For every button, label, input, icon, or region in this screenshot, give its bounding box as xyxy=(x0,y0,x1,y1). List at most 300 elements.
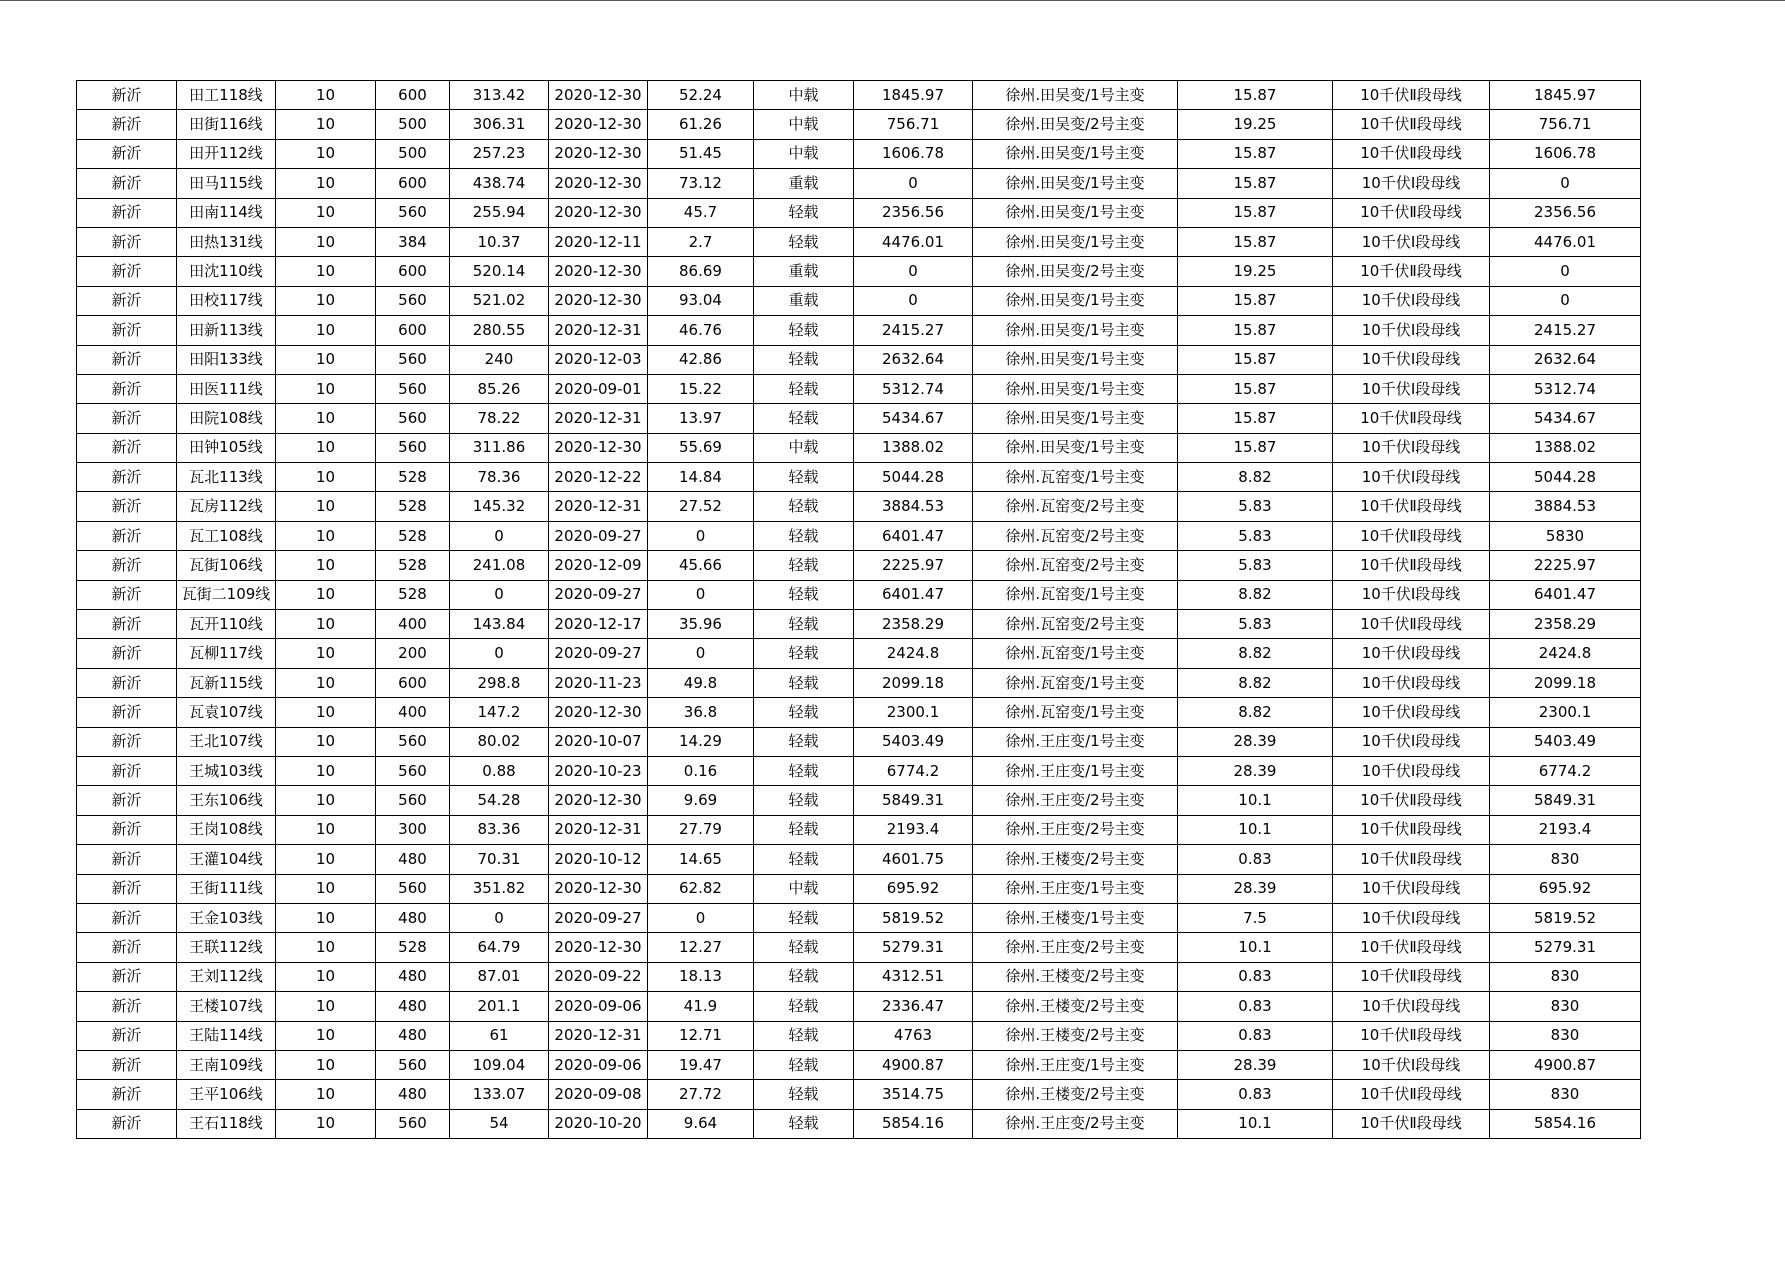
bus-available-cell: 6401.47 xyxy=(1490,580,1641,609)
line-name-cell: 瓦新115线 xyxy=(177,668,276,697)
bus-section-cell: 10千伏Ⅰ段母线 xyxy=(1333,668,1490,697)
bus-available-cell: 5434.67 xyxy=(1490,404,1641,433)
load-rate-cell: 93.04 xyxy=(648,286,754,315)
capacity-cell: 600 xyxy=(376,169,450,198)
transformer-rate-cell: 8.82 xyxy=(1178,668,1333,697)
available-capacity-cell: 6401.47 xyxy=(854,521,973,550)
load-cell: 61 xyxy=(450,1021,549,1050)
load-rate-cell: 0 xyxy=(648,639,754,668)
transformer-cell: 徐州.田吴变/1号主变 xyxy=(973,374,1178,403)
capacity-cell: 400 xyxy=(376,610,450,639)
line-name-cell: 田新113线 xyxy=(177,316,276,345)
load-cell: 306.31 xyxy=(450,110,549,139)
voltage-cell: 10 xyxy=(276,463,376,492)
table-row xyxy=(77,698,1641,727)
load-cell: 64.79 xyxy=(450,933,549,962)
available-capacity-cell: 6401.47 xyxy=(854,580,973,609)
transformer-cell: 徐州.田吴变/2号主变 xyxy=(973,257,1178,286)
load-cell: 438.74 xyxy=(450,169,549,198)
load-cell: 0 xyxy=(450,580,549,609)
bus-section-cell: 10千伏Ⅰ段母线 xyxy=(1333,1050,1490,1079)
bus-available-cell: 2356.56 xyxy=(1490,198,1641,227)
load-level-cell: 中载 xyxy=(754,139,854,168)
transformer-rate-cell: 28.39 xyxy=(1178,1050,1333,1079)
bus-section-cell: 10千伏Ⅰ段母线 xyxy=(1333,169,1490,198)
load-cell: 80.02 xyxy=(450,727,549,756)
region-cell: 新沂 xyxy=(77,404,177,433)
capacity-cell: 480 xyxy=(376,903,450,932)
voltage-cell: 10 xyxy=(276,1080,376,1109)
line-name-cell: 瓦北113线 xyxy=(177,463,276,492)
line-name-cell: 田热131线 xyxy=(177,227,276,256)
bus-section-cell: 10千伏Ⅰ段母线 xyxy=(1333,345,1490,374)
capacity-cell: 600 xyxy=(376,81,450,110)
available-capacity-cell: 4763 xyxy=(854,1021,973,1050)
transformer-cell: 徐州.王庄变/1号主变 xyxy=(973,874,1178,903)
region-cell: 新沂 xyxy=(77,845,177,874)
transformer-rate-cell: 15.87 xyxy=(1178,198,1333,227)
line-name-cell: 田街116线 xyxy=(177,110,276,139)
bus-available-cell: 1845.97 xyxy=(1490,81,1641,110)
bus-available-cell: 2225.97 xyxy=(1490,551,1641,580)
voltage-cell: 10 xyxy=(276,198,376,227)
transformer-cell: 徐州.田吴变/1号主变 xyxy=(973,433,1178,462)
bus-section-cell: 10千伏Ⅰ段母线 xyxy=(1333,580,1490,609)
transformer-rate-cell: 15.87 xyxy=(1178,374,1333,403)
load-cell: 255.94 xyxy=(450,198,549,227)
load-level-cell: 轻载 xyxy=(754,463,854,492)
bus-available-cell: 2632.64 xyxy=(1490,345,1641,374)
line-name-cell: 王平106线 xyxy=(177,1080,276,1109)
load-cell: 298.8 xyxy=(450,668,549,697)
capacity-cell: 500 xyxy=(376,110,450,139)
transformer-cell: 徐州.王庄变/2号主变 xyxy=(973,786,1178,815)
date-cell: 2020-12-30 xyxy=(549,110,648,139)
bus-section-cell: 10千伏Ⅱ段母线 xyxy=(1333,610,1490,639)
line-name-cell: 瓦街二109线 xyxy=(177,580,276,609)
load-cell: 351.82 xyxy=(450,874,549,903)
transformer-rate-cell: 5.83 xyxy=(1178,610,1333,639)
load-cell: 10.37 xyxy=(450,227,549,256)
capacity-cell: 500 xyxy=(376,139,450,168)
load-rate-cell: 86.69 xyxy=(648,257,754,286)
voltage-cell: 10 xyxy=(276,698,376,727)
voltage-cell: 10 xyxy=(276,668,376,697)
bus-section-cell: 10千伏Ⅱ段母线 xyxy=(1333,492,1490,521)
available-capacity-cell: 4476.01 xyxy=(854,227,973,256)
table-row xyxy=(77,81,1641,110)
load-level-cell: 轻载 xyxy=(754,521,854,550)
table-row xyxy=(77,668,1641,697)
bus-available-cell: 830 xyxy=(1490,845,1641,874)
transformer-rate-cell: 5.83 xyxy=(1178,492,1333,521)
bus-section-cell: 10千伏Ⅰ段母线 xyxy=(1333,316,1490,345)
transformer-cell: 徐州.田吴变/1号主变 xyxy=(973,169,1178,198)
date-cell: 2020-10-12 xyxy=(549,845,648,874)
voltage-cell: 10 xyxy=(276,374,376,403)
region-cell: 新沂 xyxy=(77,1050,177,1079)
line-name-cell: 田工118线 xyxy=(177,81,276,110)
table-row xyxy=(77,521,1641,550)
load-cell: 313.42 xyxy=(450,81,549,110)
load-rate-cell: 14.65 xyxy=(648,845,754,874)
capacity-cell: 480 xyxy=(376,992,450,1021)
bus-section-cell: 10千伏Ⅱ段母线 xyxy=(1333,786,1490,815)
bus-section-cell: 10千伏Ⅱ段母线 xyxy=(1333,139,1490,168)
transformer-cell: 徐州.王楼变/2号主变 xyxy=(973,845,1178,874)
load-rate-cell: 27.52 xyxy=(648,492,754,521)
transformer-cell: 徐州.瓦窑变/2号主变 xyxy=(973,521,1178,550)
load-rate-cell: 73.12 xyxy=(648,169,754,198)
transformer-rate-cell: 5.83 xyxy=(1178,521,1333,550)
load-rate-cell: 0 xyxy=(648,580,754,609)
transformer-rate-cell: 0.83 xyxy=(1178,1021,1333,1050)
available-capacity-cell: 1606.78 xyxy=(854,139,973,168)
bus-section-cell: 10千伏Ⅰ段母线 xyxy=(1333,874,1490,903)
region-cell: 新沂 xyxy=(77,257,177,286)
capacity-cell: 528 xyxy=(376,521,450,550)
transformer-rate-cell: 28.39 xyxy=(1178,874,1333,903)
available-capacity-cell: 2300.1 xyxy=(854,698,973,727)
region-cell: 新沂 xyxy=(77,933,177,962)
region-cell: 新沂 xyxy=(77,639,177,668)
date-cell: 2020-12-31 xyxy=(549,815,648,844)
load-rate-cell: 0 xyxy=(648,903,754,932)
transformer-cell: 徐州.王庄变/1号主变 xyxy=(973,1050,1178,1079)
available-capacity-cell: 2632.64 xyxy=(854,345,973,374)
date-cell: 2020-09-27 xyxy=(549,639,648,668)
transformer-cell: 徐州.田吴变/1号主变 xyxy=(973,227,1178,256)
bus-available-cell: 0 xyxy=(1490,169,1641,198)
table-row xyxy=(77,139,1641,168)
capacity-cell: 560 xyxy=(376,874,450,903)
line-name-cell: 王东106线 xyxy=(177,786,276,815)
bus-available-cell: 756.71 xyxy=(1490,110,1641,139)
date-cell: 2020-09-01 xyxy=(549,374,648,403)
available-capacity-cell: 1845.97 xyxy=(854,81,973,110)
table-row xyxy=(77,227,1641,256)
voltage-cell: 10 xyxy=(276,610,376,639)
bus-section-cell: 10千伏Ⅰ段母线 xyxy=(1333,286,1490,315)
available-capacity-cell: 4312.51 xyxy=(854,962,973,991)
load-level-cell: 轻载 xyxy=(754,492,854,521)
transformer-rate-cell: 15.87 xyxy=(1178,286,1333,315)
available-capacity-cell: 3884.53 xyxy=(854,492,973,521)
region-cell: 新沂 xyxy=(77,610,177,639)
bus-section-cell: 10千伏Ⅱ段母线 xyxy=(1333,1080,1490,1109)
voltage-cell: 10 xyxy=(276,756,376,785)
load-rate-cell: 55.69 xyxy=(648,433,754,462)
transformer-rate-cell: 0.83 xyxy=(1178,845,1333,874)
bus-available-cell: 6774.2 xyxy=(1490,756,1641,785)
available-capacity-cell: 5044.28 xyxy=(854,463,973,492)
transformer-cell: 徐州.瓦窑变/2号主变 xyxy=(973,551,1178,580)
transformer-rate-cell: 28.39 xyxy=(1178,727,1333,756)
date-cell: 2020-12-31 xyxy=(549,1021,648,1050)
region-cell: 新沂 xyxy=(77,962,177,991)
load-level-cell: 轻载 xyxy=(754,962,854,991)
load-rate-cell: 27.72 xyxy=(648,1080,754,1109)
date-cell: 2020-12-30 xyxy=(549,874,648,903)
load-rate-cell: 45.7 xyxy=(648,198,754,227)
bus-section-cell: 10千伏Ⅱ段母线 xyxy=(1333,962,1490,991)
line-name-cell: 王街111线 xyxy=(177,874,276,903)
transformer-cell: 徐州.田吴变/1号主变 xyxy=(973,286,1178,315)
available-capacity-cell: 0 xyxy=(854,257,973,286)
line-name-cell: 王石118线 xyxy=(177,1109,276,1138)
load-rate-cell: 9.69 xyxy=(648,786,754,815)
voltage-cell: 10 xyxy=(276,169,376,198)
voltage-cell: 10 xyxy=(276,903,376,932)
table-row xyxy=(77,345,1641,374)
bus-available-cell: 2415.27 xyxy=(1490,316,1641,345)
region-cell: 新沂 xyxy=(77,286,177,315)
bus-section-cell: 10千伏Ⅱ段母线 xyxy=(1333,551,1490,580)
bus-available-cell: 2193.4 xyxy=(1490,815,1641,844)
bus-section-cell: 10千伏Ⅰ段母线 xyxy=(1333,227,1490,256)
load-level-cell: 轻载 xyxy=(754,227,854,256)
bus-section-cell: 10千伏Ⅱ段母线 xyxy=(1333,815,1490,844)
date-cell: 2020-09-27 xyxy=(549,521,648,550)
load-level-cell: 轻载 xyxy=(754,316,854,345)
transformer-rate-cell: 7.5 xyxy=(1178,903,1333,932)
capacity-cell: 560 xyxy=(376,727,450,756)
table-row xyxy=(77,286,1641,315)
line-name-cell: 王陆114线 xyxy=(177,1021,276,1050)
date-cell: 2020-12-31 xyxy=(549,316,648,345)
load-level-cell: 重载 xyxy=(754,286,854,315)
table-row xyxy=(77,316,1641,345)
load-rate-cell: 45.66 xyxy=(648,551,754,580)
transformer-rate-cell: 15.87 xyxy=(1178,81,1333,110)
voltage-cell: 10 xyxy=(276,227,376,256)
bus-section-cell: 10千伏Ⅰ段母线 xyxy=(1333,903,1490,932)
load-rate-cell: 35.96 xyxy=(648,610,754,639)
date-cell: 2020-12-30 xyxy=(549,286,648,315)
voltage-cell: 10 xyxy=(276,139,376,168)
region-cell: 新沂 xyxy=(77,198,177,227)
line-name-cell: 王刘112线 xyxy=(177,962,276,991)
load-rate-cell: 18.13 xyxy=(648,962,754,991)
transformer-cell: 徐州.田吴变/1号主变 xyxy=(973,198,1178,227)
transformer-rate-cell: 15.87 xyxy=(1178,227,1333,256)
table-row xyxy=(77,1021,1641,1050)
capacity-cell: 560 xyxy=(376,786,450,815)
available-capacity-cell: 1388.02 xyxy=(854,433,973,462)
capacity-cell: 528 xyxy=(376,492,450,521)
load-cell: 240 xyxy=(450,345,549,374)
region-cell: 新沂 xyxy=(77,992,177,1021)
transformer-rate-cell: 10.1 xyxy=(1178,815,1333,844)
load-cell: 54.28 xyxy=(450,786,549,815)
date-cell: 2020-12-03 xyxy=(549,345,648,374)
feeder-load-table xyxy=(76,80,1641,1139)
load-cell: 85.26 xyxy=(450,374,549,403)
available-capacity-cell: 3514.75 xyxy=(854,1080,973,1109)
line-name-cell: 田南114线 xyxy=(177,198,276,227)
bus-available-cell: 830 xyxy=(1490,1080,1641,1109)
transformer-cell: 徐州.王楼变/2号主变 xyxy=(973,992,1178,1021)
region-cell: 新沂 xyxy=(77,169,177,198)
voltage-cell: 10 xyxy=(276,962,376,991)
bus-available-cell: 3884.53 xyxy=(1490,492,1641,521)
load-cell: 143.84 xyxy=(450,610,549,639)
transformer-cell: 徐州.田吴变/2号主变 xyxy=(973,110,1178,139)
table-row xyxy=(77,433,1641,462)
available-capacity-cell: 6774.2 xyxy=(854,756,973,785)
transformer-cell: 徐州.田吴变/1号主变 xyxy=(973,345,1178,374)
date-cell: 2020-12-30 xyxy=(549,198,648,227)
transformer-cell: 徐州.王楼变/1号主变 xyxy=(973,903,1178,932)
capacity-cell: 560 xyxy=(376,404,450,433)
transformer-cell: 徐州.王庄变/1号主变 xyxy=(973,756,1178,785)
load-rate-cell: 49.8 xyxy=(648,668,754,697)
capacity-cell: 384 xyxy=(376,227,450,256)
transformer-cell: 徐州.王庄变/2号主变 xyxy=(973,933,1178,962)
capacity-cell: 528 xyxy=(376,580,450,609)
table-row xyxy=(77,845,1641,874)
region-cell: 新沂 xyxy=(77,1109,177,1138)
transformer-cell: 徐州.王庄变/1号主变 xyxy=(973,727,1178,756)
bus-section-cell: 10千伏Ⅱ段母线 xyxy=(1333,1021,1490,1050)
voltage-cell: 10 xyxy=(276,1109,376,1138)
available-capacity-cell: 2356.56 xyxy=(854,198,973,227)
bus-section-cell: 10千伏Ⅱ段母线 xyxy=(1333,81,1490,110)
load-rate-cell: 0 xyxy=(648,521,754,550)
load-cell: 54 xyxy=(450,1109,549,1138)
load-cell: 201.1 xyxy=(450,992,549,1021)
transformer-cell: 徐州.瓦窑变/2号主变 xyxy=(973,610,1178,639)
capacity-cell: 600 xyxy=(376,668,450,697)
load-rate-cell: 27.79 xyxy=(648,815,754,844)
bus-section-cell: 10千伏Ⅰ段母线 xyxy=(1333,992,1490,1021)
line-name-cell: 王岗108线 xyxy=(177,815,276,844)
table-row xyxy=(77,962,1641,991)
table-row xyxy=(77,169,1641,198)
load-level-cell: 轻载 xyxy=(754,845,854,874)
load-cell: 78.36 xyxy=(450,463,549,492)
load-rate-cell: 13.97 xyxy=(648,404,754,433)
available-capacity-cell: 0 xyxy=(854,286,973,315)
bus-section-cell: 10千伏Ⅱ段母线 xyxy=(1333,933,1490,962)
load-level-cell: 轻载 xyxy=(754,1109,854,1138)
bus-section-cell: 10千伏Ⅱ段母线 xyxy=(1333,404,1490,433)
bus-available-cell: 5849.31 xyxy=(1490,786,1641,815)
date-cell: 2020-12-30 xyxy=(549,433,648,462)
bus-section-cell: 10千伏Ⅰ段母线 xyxy=(1333,433,1490,462)
load-rate-cell: 0.16 xyxy=(648,756,754,785)
page-top-rule xyxy=(0,0,1785,1)
load-rate-cell: 46.76 xyxy=(648,316,754,345)
line-name-cell: 瓦房112线 xyxy=(177,492,276,521)
line-name-cell: 田校117线 xyxy=(177,286,276,315)
date-cell: 2020-09-08 xyxy=(549,1080,648,1109)
capacity-cell: 528 xyxy=(376,933,450,962)
transformer-rate-cell: 0.83 xyxy=(1178,1080,1333,1109)
load-level-cell: 轻载 xyxy=(754,1080,854,1109)
voltage-cell: 10 xyxy=(276,492,376,521)
transformer-rate-cell: 19.25 xyxy=(1178,110,1333,139)
region-cell: 新沂 xyxy=(77,463,177,492)
load-cell: 0 xyxy=(450,639,549,668)
available-capacity-cell: 2358.29 xyxy=(854,610,973,639)
bus-available-cell: 830 xyxy=(1490,962,1641,991)
table-row xyxy=(77,1109,1641,1138)
region-cell: 新沂 xyxy=(77,110,177,139)
table-row xyxy=(77,257,1641,286)
load-level-cell: 轻载 xyxy=(754,345,854,374)
load-cell: 280.55 xyxy=(450,316,549,345)
load-cell: 147.2 xyxy=(450,698,549,727)
date-cell: 2020-12-30 xyxy=(549,81,648,110)
date-cell: 2020-12-11 xyxy=(549,227,648,256)
region-cell: 新沂 xyxy=(77,668,177,697)
date-cell: 2020-10-20 xyxy=(549,1109,648,1138)
available-capacity-cell: 2424.8 xyxy=(854,639,973,668)
table-body xyxy=(77,81,1641,1139)
date-cell: 2020-12-30 xyxy=(549,139,648,168)
capacity-cell: 560 xyxy=(376,1109,450,1138)
load-level-cell: 轻载 xyxy=(754,668,854,697)
bus-section-cell: 10千伏Ⅱ段母线 xyxy=(1333,198,1490,227)
transformer-rate-cell: 8.82 xyxy=(1178,463,1333,492)
table-row xyxy=(77,903,1641,932)
load-cell: 521.02 xyxy=(450,286,549,315)
region-cell: 新沂 xyxy=(77,316,177,345)
table-row xyxy=(77,933,1641,962)
load-cell: 311.86 xyxy=(450,433,549,462)
region-cell: 新沂 xyxy=(77,492,177,521)
capacity-cell: 560 xyxy=(376,433,450,462)
line-name-cell: 瓦柳117线 xyxy=(177,639,276,668)
voltage-cell: 10 xyxy=(276,286,376,315)
available-capacity-cell: 5854.16 xyxy=(854,1109,973,1138)
load-cell: 520.14 xyxy=(450,257,549,286)
load-cell: 83.36 xyxy=(450,815,549,844)
region-cell: 新沂 xyxy=(77,786,177,815)
bus-available-cell: 695.92 xyxy=(1490,874,1641,903)
capacity-cell: 528 xyxy=(376,551,450,580)
load-level-cell: 轻载 xyxy=(754,639,854,668)
transformer-rate-cell: 15.87 xyxy=(1178,404,1333,433)
transformer-rate-cell: 5.83 xyxy=(1178,551,1333,580)
voltage-cell: 10 xyxy=(276,1050,376,1079)
voltage-cell: 10 xyxy=(276,81,376,110)
transformer-cell: 徐州.田吴变/1号主变 xyxy=(973,316,1178,345)
date-cell: 2020-09-06 xyxy=(549,1050,648,1079)
capacity-cell: 560 xyxy=(376,286,450,315)
capacity-cell: 560 xyxy=(376,756,450,785)
bus-available-cell: 5044.28 xyxy=(1490,463,1641,492)
bus-available-cell: 5312.74 xyxy=(1490,374,1641,403)
table-row xyxy=(77,580,1641,609)
available-capacity-cell: 5849.31 xyxy=(854,786,973,815)
date-cell: 2020-12-09 xyxy=(549,551,648,580)
load-level-cell: 轻载 xyxy=(754,404,854,433)
line-name-cell: 王灌104线 xyxy=(177,845,276,874)
date-cell: 2020-12-22 xyxy=(549,463,648,492)
available-capacity-cell: 2336.47 xyxy=(854,992,973,1021)
transformer-rate-cell: 15.87 xyxy=(1178,433,1333,462)
voltage-cell: 10 xyxy=(276,727,376,756)
region-cell: 新沂 xyxy=(77,1080,177,1109)
bus-available-cell: 1606.78 xyxy=(1490,139,1641,168)
voltage-cell: 10 xyxy=(276,345,376,374)
capacity-cell: 480 xyxy=(376,845,450,874)
bus-available-cell: 4900.87 xyxy=(1490,1050,1641,1079)
capacity-cell: 560 xyxy=(376,345,450,374)
bus-section-cell: 10千伏Ⅰ段母线 xyxy=(1333,639,1490,668)
